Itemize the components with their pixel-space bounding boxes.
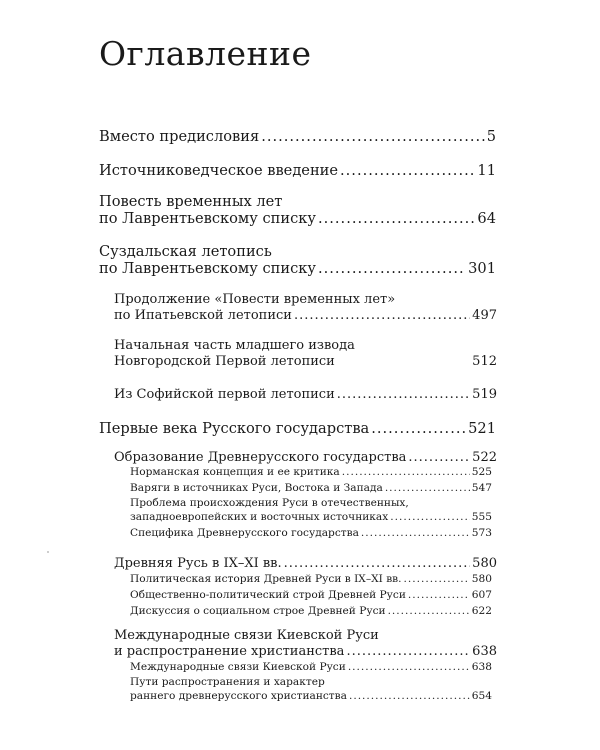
toc-entry-line1: Суздальская летопись — [99, 243, 272, 260]
toc-entry[interactable] — [99, 162, 496, 179]
dot-leader — [340, 162, 475, 179]
toc-subentry-line1: Международные связи Киевской Руси — [114, 628, 379, 643]
toc-entry-page: 638 — [472, 644, 497, 659]
toc-entry-title: Политическая история Древней Руси в IX–XI вв. — [130, 573, 402, 585]
toc-entry[interactable] — [99, 420, 496, 437]
toc-subsubentry[interactable] — [130, 589, 492, 601]
dot-leader — [318, 260, 466, 277]
toc-entry-page: 301 — [468, 260, 496, 277]
toc-subentry[interactable] — [114, 644, 497, 659]
dot-leader — [346, 644, 470, 659]
toc-subsubentry-line1: Проблема происхождения Руси в отечественных, — [130, 497, 409, 509]
dot-leader — [385, 482, 470, 494]
toc-entry-title: Варяги в источниках Руси, Востока и Запада — [130, 482, 383, 494]
toc-entry-page: 607 — [471, 589, 492, 601]
toc-entry-title: Вместо предисловия — [99, 128, 260, 145]
toc-entry-title: Новгородской Первой летописи — [114, 354, 335, 369]
toc-entry-line1: Повесть временных лет — [99, 193, 283, 210]
toc-entry-title: Общественно-политический строй Древней Руси — [130, 589, 406, 601]
dot-leader — [337, 387, 470, 402]
toc-entry-page: 555 — [471, 511, 492, 523]
toc-entry[interactable] — [99, 128, 496, 145]
toc-subsubentry[interactable] — [130, 690, 492, 702]
toc-entry-title: западноевропейских и восточных источниках — [130, 511, 389, 523]
toc-subentry[interactable] — [114, 387, 497, 402]
toc-entry-title: Из Софийской первой летописи — [114, 387, 335, 402]
dot-leader — [348, 661, 470, 673]
dot-leader — [371, 420, 466, 437]
toc-entry-title: и распространение христианства — [114, 644, 345, 659]
toc-entry-title: Образование Древнерусского государства — [114, 450, 407, 465]
toc-subentry[interactable] — [114, 308, 497, 323]
toc-entry-page: 5 — [486, 128, 496, 145]
toc-entry-page: 654 — [471, 690, 492, 702]
toc-subsubentry-line1: Пути распространения и характер — [130, 676, 325, 688]
toc-entry-title: по Лаврентьевскому списку — [99, 210, 316, 227]
dot-leader — [404, 573, 470, 585]
dot-leader — [261, 128, 485, 145]
toc-subsubentry[interactable] — [130, 605, 492, 617]
dot-leader — [390, 511, 470, 523]
toc-entry-page: 580 — [471, 573, 492, 585]
toc-entry-page: 512 — [472, 354, 497, 369]
dot-leader — [361, 527, 470, 539]
toc-entry-page: 64 — [477, 210, 496, 227]
toc-entry-title: по Лаврентьевскому списку — [99, 260, 316, 277]
toc-subsubentry[interactable] — [130, 661, 492, 673]
toc-entry-title: Источниковедческое введение — [99, 162, 339, 179]
dot-leader — [408, 450, 470, 465]
toc-entry-page: 11 — [477, 162, 496, 179]
dot-leader — [408, 589, 470, 601]
toc-subentry[interactable] — [114, 450, 497, 465]
dot-leader — [388, 605, 470, 617]
toc-entry-title: Специфика Древнерусского государства — [130, 527, 359, 539]
dot-leader — [342, 466, 470, 478]
toc-entry[interactable] — [99, 210, 496, 227]
toc-subentry[interactable] — [114, 556, 497, 571]
dot-leader — [284, 556, 471, 571]
toc-entry-page: 580 — [472, 556, 497, 571]
toc-subsubentry[interactable] — [130, 466, 492, 478]
toc-entry-title: Дискуссия о социальном строе Древней Руси — [130, 605, 386, 617]
toc-entry-page: 497 — [472, 308, 497, 323]
toc-entry-page: 573 — [471, 527, 492, 539]
toc-subsubentry[interactable] — [130, 511, 492, 523]
toc-subsubentry[interactable] — [130, 573, 492, 585]
toc-subentry[interactable] — [114, 354, 497, 369]
dot-leader — [294, 308, 470, 323]
toc-entry-title: Норманская концепция и ее критика — [130, 466, 340, 478]
dot-leader — [349, 690, 470, 702]
toc-entry-title: Первые века Русского государства — [99, 420, 370, 437]
toc-entry-title: Международные связи Киевской Руси — [130, 661, 346, 673]
toc-entry-title: по Ипатьевской летописи — [114, 308, 292, 323]
scan-artifact — [47, 551, 49, 553]
toc-entry-page: 525 — [471, 466, 492, 478]
toc-entry-page: 638 — [471, 661, 492, 673]
toc-entry[interactable] — [99, 260, 496, 277]
page-title: Оглавление — [99, 34, 312, 73]
toc-entry-title: раннего древнерусского христианства — [130, 690, 347, 702]
toc-entry-page: 519 — [472, 387, 497, 402]
toc-subsubentry[interactable] — [130, 527, 492, 539]
toc-entry-page: 622 — [471, 605, 492, 617]
toc-subsubentry[interactable] — [130, 482, 492, 494]
toc-entry-page: 521 — [468, 420, 496, 437]
toc-entry-title: Древняя Русь в IX–XI вв. — [114, 556, 282, 571]
toc-entry-page: 522 — [472, 450, 497, 465]
toc-subentry-line1: Продолжение «Повести временных лет» — [114, 292, 396, 307]
toc-entry-page: 547 — [471, 482, 492, 494]
toc-subentry-line1: Начальная часть младшего извода — [114, 338, 355, 353]
dot-leader — [318, 210, 475, 227]
